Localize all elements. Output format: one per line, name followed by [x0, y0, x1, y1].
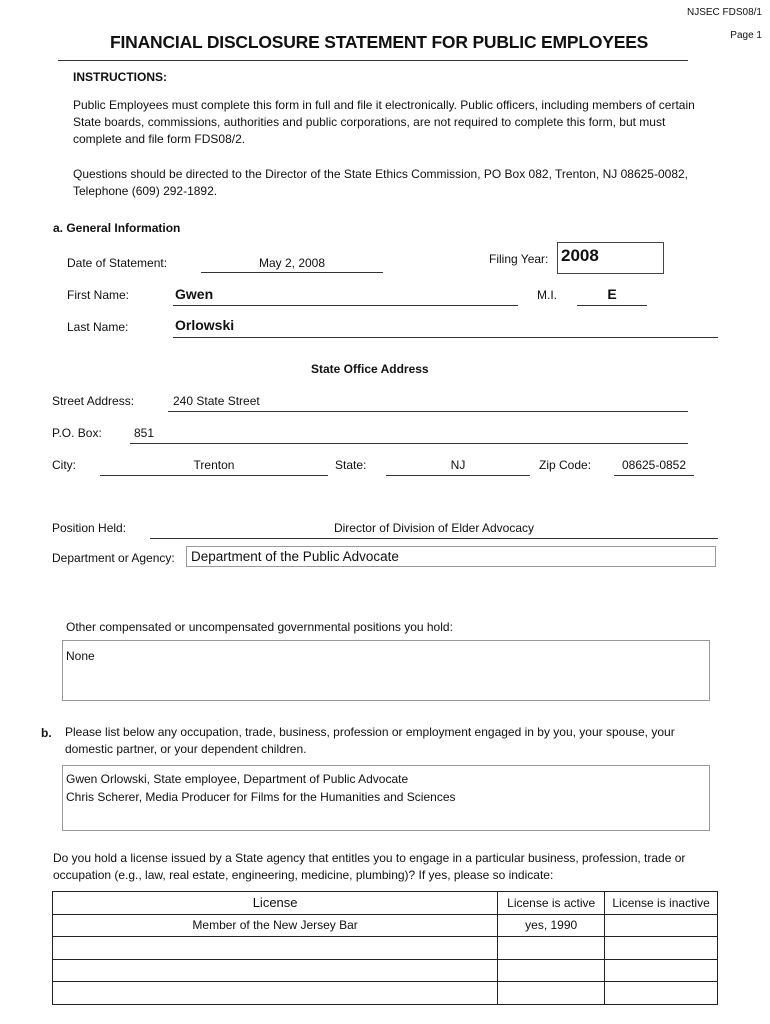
license-prompt: Do you hold a license issued by a State agency that entitles you to engage in a particular business, profession, trade or occupation (e.g., law, real estate, engineering, medicine, plumbing)? If yes, please so indicate:: [53, 851, 686, 882]
mi-field[interactable]: E: [607, 286, 617, 302]
active-cell[interactable]: [498, 982, 605, 1005]
active-cell[interactable]: [498, 937, 605, 960]
occupations-field[interactable]: [62, 765, 710, 831]
other-positions-value: None: [66, 649, 95, 663]
license-table-header: [53, 892, 718, 915]
inactive-cell[interactable]: [605, 982, 718, 1005]
mi-label: M.I.: [537, 288, 557, 302]
agency-field[interactable]: [186, 546, 716, 567]
inactive-cell[interactable]: [605, 937, 718, 960]
first-name-field[interactable]: Gwen: [175, 286, 214, 302]
table-row: [53, 959, 718, 982]
table-row: [53, 937, 718, 960]
occupation-line-2: Chris Scherer, Media Producer for Films for the Humanities and Sciences: [66, 790, 456, 804]
license-cell[interactable]: Member of the New Jersey Bar: [53, 914, 498, 937]
position-label: Position Held:: [52, 521, 127, 535]
active-cell[interactable]: [498, 959, 605, 982]
state-field[interactable]: NJ: [450, 458, 466, 472]
table-row: [53, 982, 718, 1005]
general-info-heading: a. General Information: [53, 221, 181, 235]
position-field[interactable]: Director of Division of Elder Advocacy: [333, 521, 535, 535]
first-name-label: First Name:: [67, 288, 130, 302]
zip-label: Zip Code:: [539, 458, 592, 472]
license-active-header: License is active: [498, 892, 605, 915]
occupation-line-1: Gwen Orlowski, State employee, Department of Public Advocate: [66, 772, 409, 786]
state-underline: [386, 475, 530, 476]
last-name-label: Last Name:: [67, 320, 129, 334]
title-divider: [58, 60, 688, 61]
license-header: License: [53, 892, 498, 915]
agency-label: Department or Agency:: [52, 551, 175, 565]
date-underline: [201, 272, 383, 273]
other-positions-label: Other compensated or uncompensated governmental positions you hold:: [66, 620, 453, 634]
instructions-paragraph-2: Questions should be directed to the Director of the State Ethics Commission, PO Box 082, Trenton, NJ 08625-0082, Telephone (609) 292-1892.: [73, 167, 688, 198]
page-title: FINANCIAL DISCLOSURE STATEMENT FOR PUBLIC EMPLOYEES: [110, 32, 649, 52]
license-cell[interactable]: [53, 959, 498, 982]
city-underline: [100, 475, 328, 476]
date-label: Date of Statement:: [67, 256, 168, 270]
zip-field[interactable]: 08625-0852: [621, 458, 687, 472]
other-positions-field[interactable]: [62, 640, 710, 701]
active-cell[interactable]: yes, 1990: [498, 914, 605, 937]
license-cell[interactable]: [53, 982, 498, 1005]
section-b-letter: b.: [41, 726, 52, 740]
filing-year-value: 2008: [561, 246, 599, 265]
street-underline: [168, 411, 688, 412]
city-label: City:: [52, 458, 76, 472]
zip-underline: [614, 475, 694, 476]
section-b-prompt: Please list below any occupation, trade, business, profession or employment engaged in by you, your spouse, your domestic partner, or your dependent children.: [65, 725, 675, 756]
street-label: Street Address:: [52, 394, 135, 408]
license-inactive-header: License is inactive: [605, 892, 718, 915]
instructions-heading: INSTRUCTIONS:: [73, 70, 167, 84]
mi-underline: [577, 305, 647, 306]
pobox-underline: [130, 443, 688, 444]
table-row: [53, 914, 718, 937]
filing-year-field[interactable]: [557, 242, 664, 274]
office-address-heading: State Office Address: [311, 362, 429, 376]
license-cell[interactable]: [53, 937, 498, 960]
filing-year-label: Filing Year:: [489, 252, 549, 266]
instructions-paragraph-1: Public Employees must complete this form in full and file it electronically. Public officers, including members of certain State boards, commissions, authorities and public corporations, are not required to complete this form, but must complete and file form FDS08/2.: [73, 98, 695, 146]
position-underline: [150, 538, 718, 539]
state-label: State:: [335, 458, 367, 472]
pobox-label: P.O. Box:: [52, 426, 102, 440]
date-field[interactable]: May 2, 2008: [258, 256, 326, 270]
last-name-field[interactable]: Orlowski: [175, 317, 235, 333]
street-field[interactable]: 240 State Street: [173, 394, 260, 408]
city-field[interactable]: Trenton: [193, 458, 235, 472]
last-name-underline: [173, 337, 718, 338]
form-code: NJSEC FDS08/1: [686, 7, 762, 18]
inactive-cell[interactable]: [605, 914, 718, 937]
page-number: Page 1: [730, 30, 762, 41]
license-table: [52, 891, 718, 1005]
pobox-field[interactable]: 851: [134, 426, 155, 440]
inactive-cell[interactable]: [605, 959, 718, 982]
agency-value: Department of the Public Advocate: [191, 549, 399, 564]
first-name-underline: [173, 305, 518, 306]
